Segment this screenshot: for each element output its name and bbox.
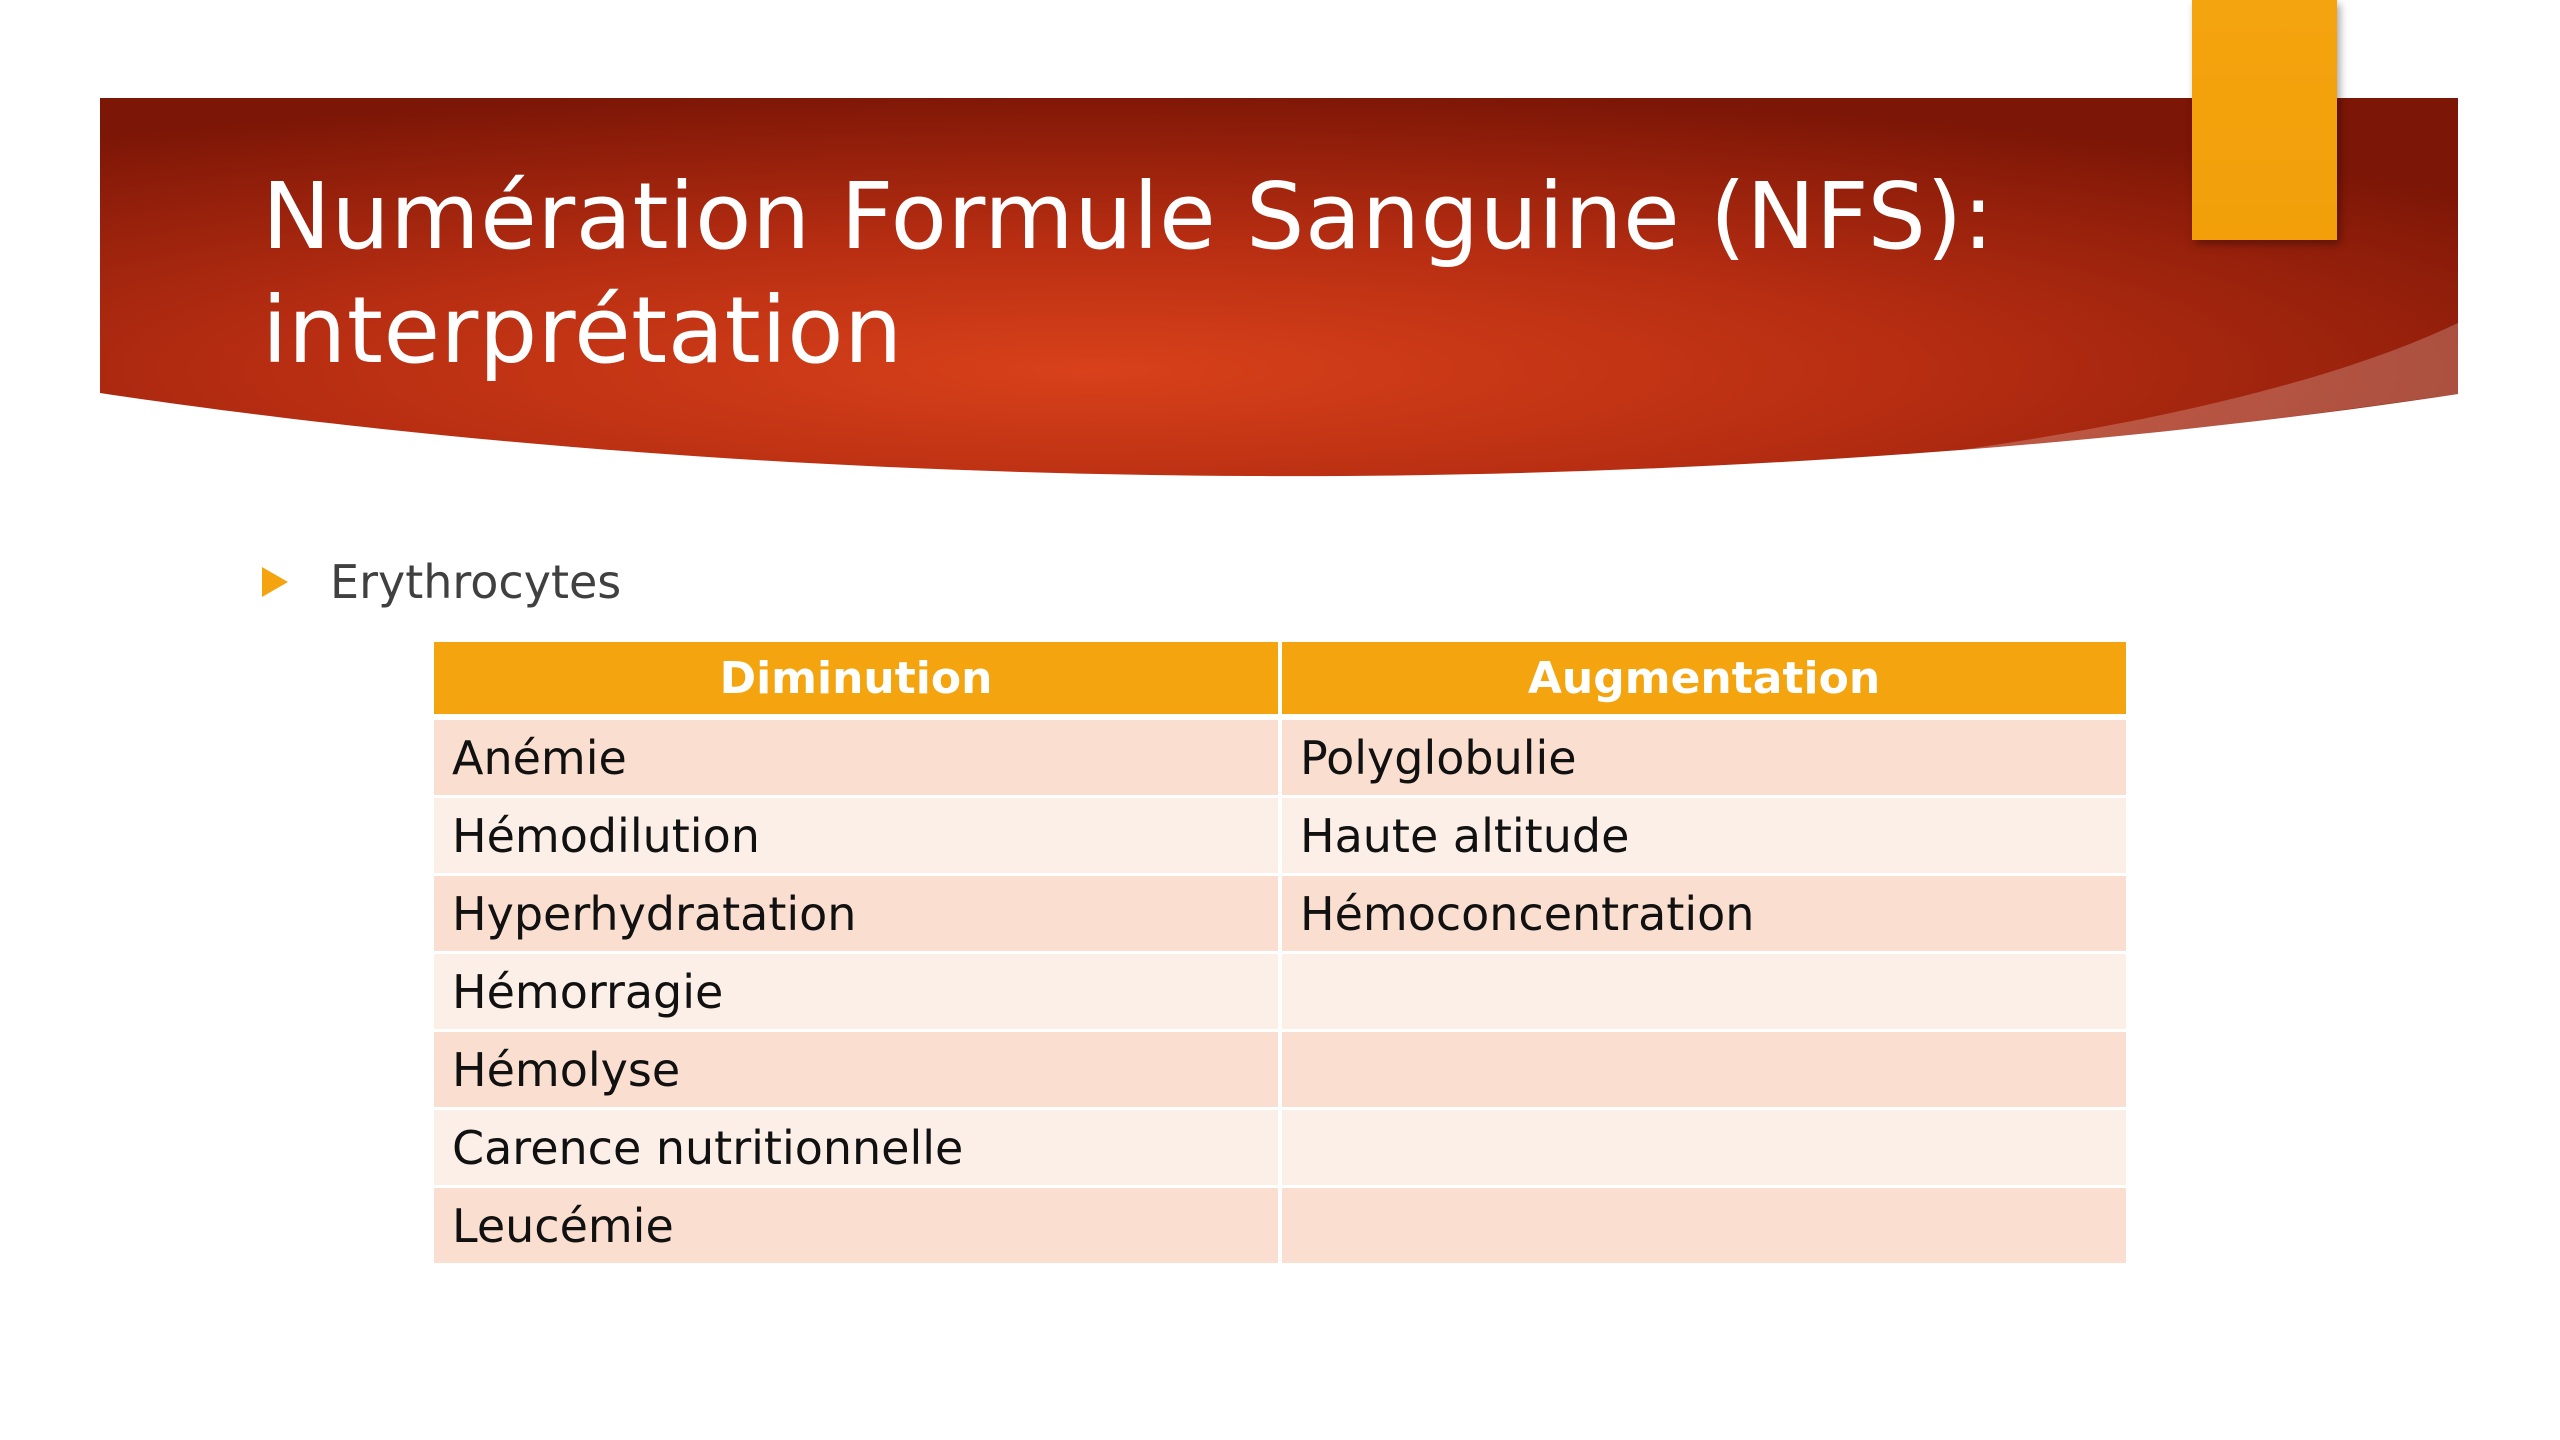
erythrocytes-table [434,642,2126,1266]
table-cell [1280,1031,2126,1109]
bullet-text: Erythrocytes [330,555,622,609]
table-row [434,1109,2126,1187]
table-header-row [434,642,2126,717]
table-row [434,717,2126,797]
table-row [434,953,2126,1031]
table-row [434,797,2126,875]
table-cell: Hémorragie [434,953,1280,1031]
accent-tab [2192,0,2337,240]
table-row [434,1187,2126,1265]
triangle-bullet-icon [262,567,288,597]
table-cell: Anémie [434,717,1280,797]
slide-title [262,160,2162,388]
table-row [434,1031,2126,1109]
table-cell: Hémolyse [434,1031,1280,1109]
table-row [434,875,2126,953]
table-cell [1280,1109,2126,1187]
table-cell: Haute altitude [1280,797,2126,875]
bullet-item [262,555,621,609]
header-diminution: Diminution [434,642,1280,717]
slide-title-line1: Numération Formule Sanguine (NFS): [262,163,1995,270]
table-cell: Leucémie [434,1187,1280,1265]
table-cell [1280,953,2126,1031]
slide-title-line2: interprétation [262,277,903,384]
table-cell: Hémodilution [434,797,1280,875]
table-cell: Polyglobulie [1280,717,2126,797]
header-augmentation: Augmentation [1280,642,2126,717]
table-cell: Hémoconcentration [1280,875,2126,953]
table-cell: Carence nutritionnelle [434,1109,1280,1187]
table-cell [1280,1187,2126,1265]
table-cell: Hyperhydratation [434,875,1280,953]
